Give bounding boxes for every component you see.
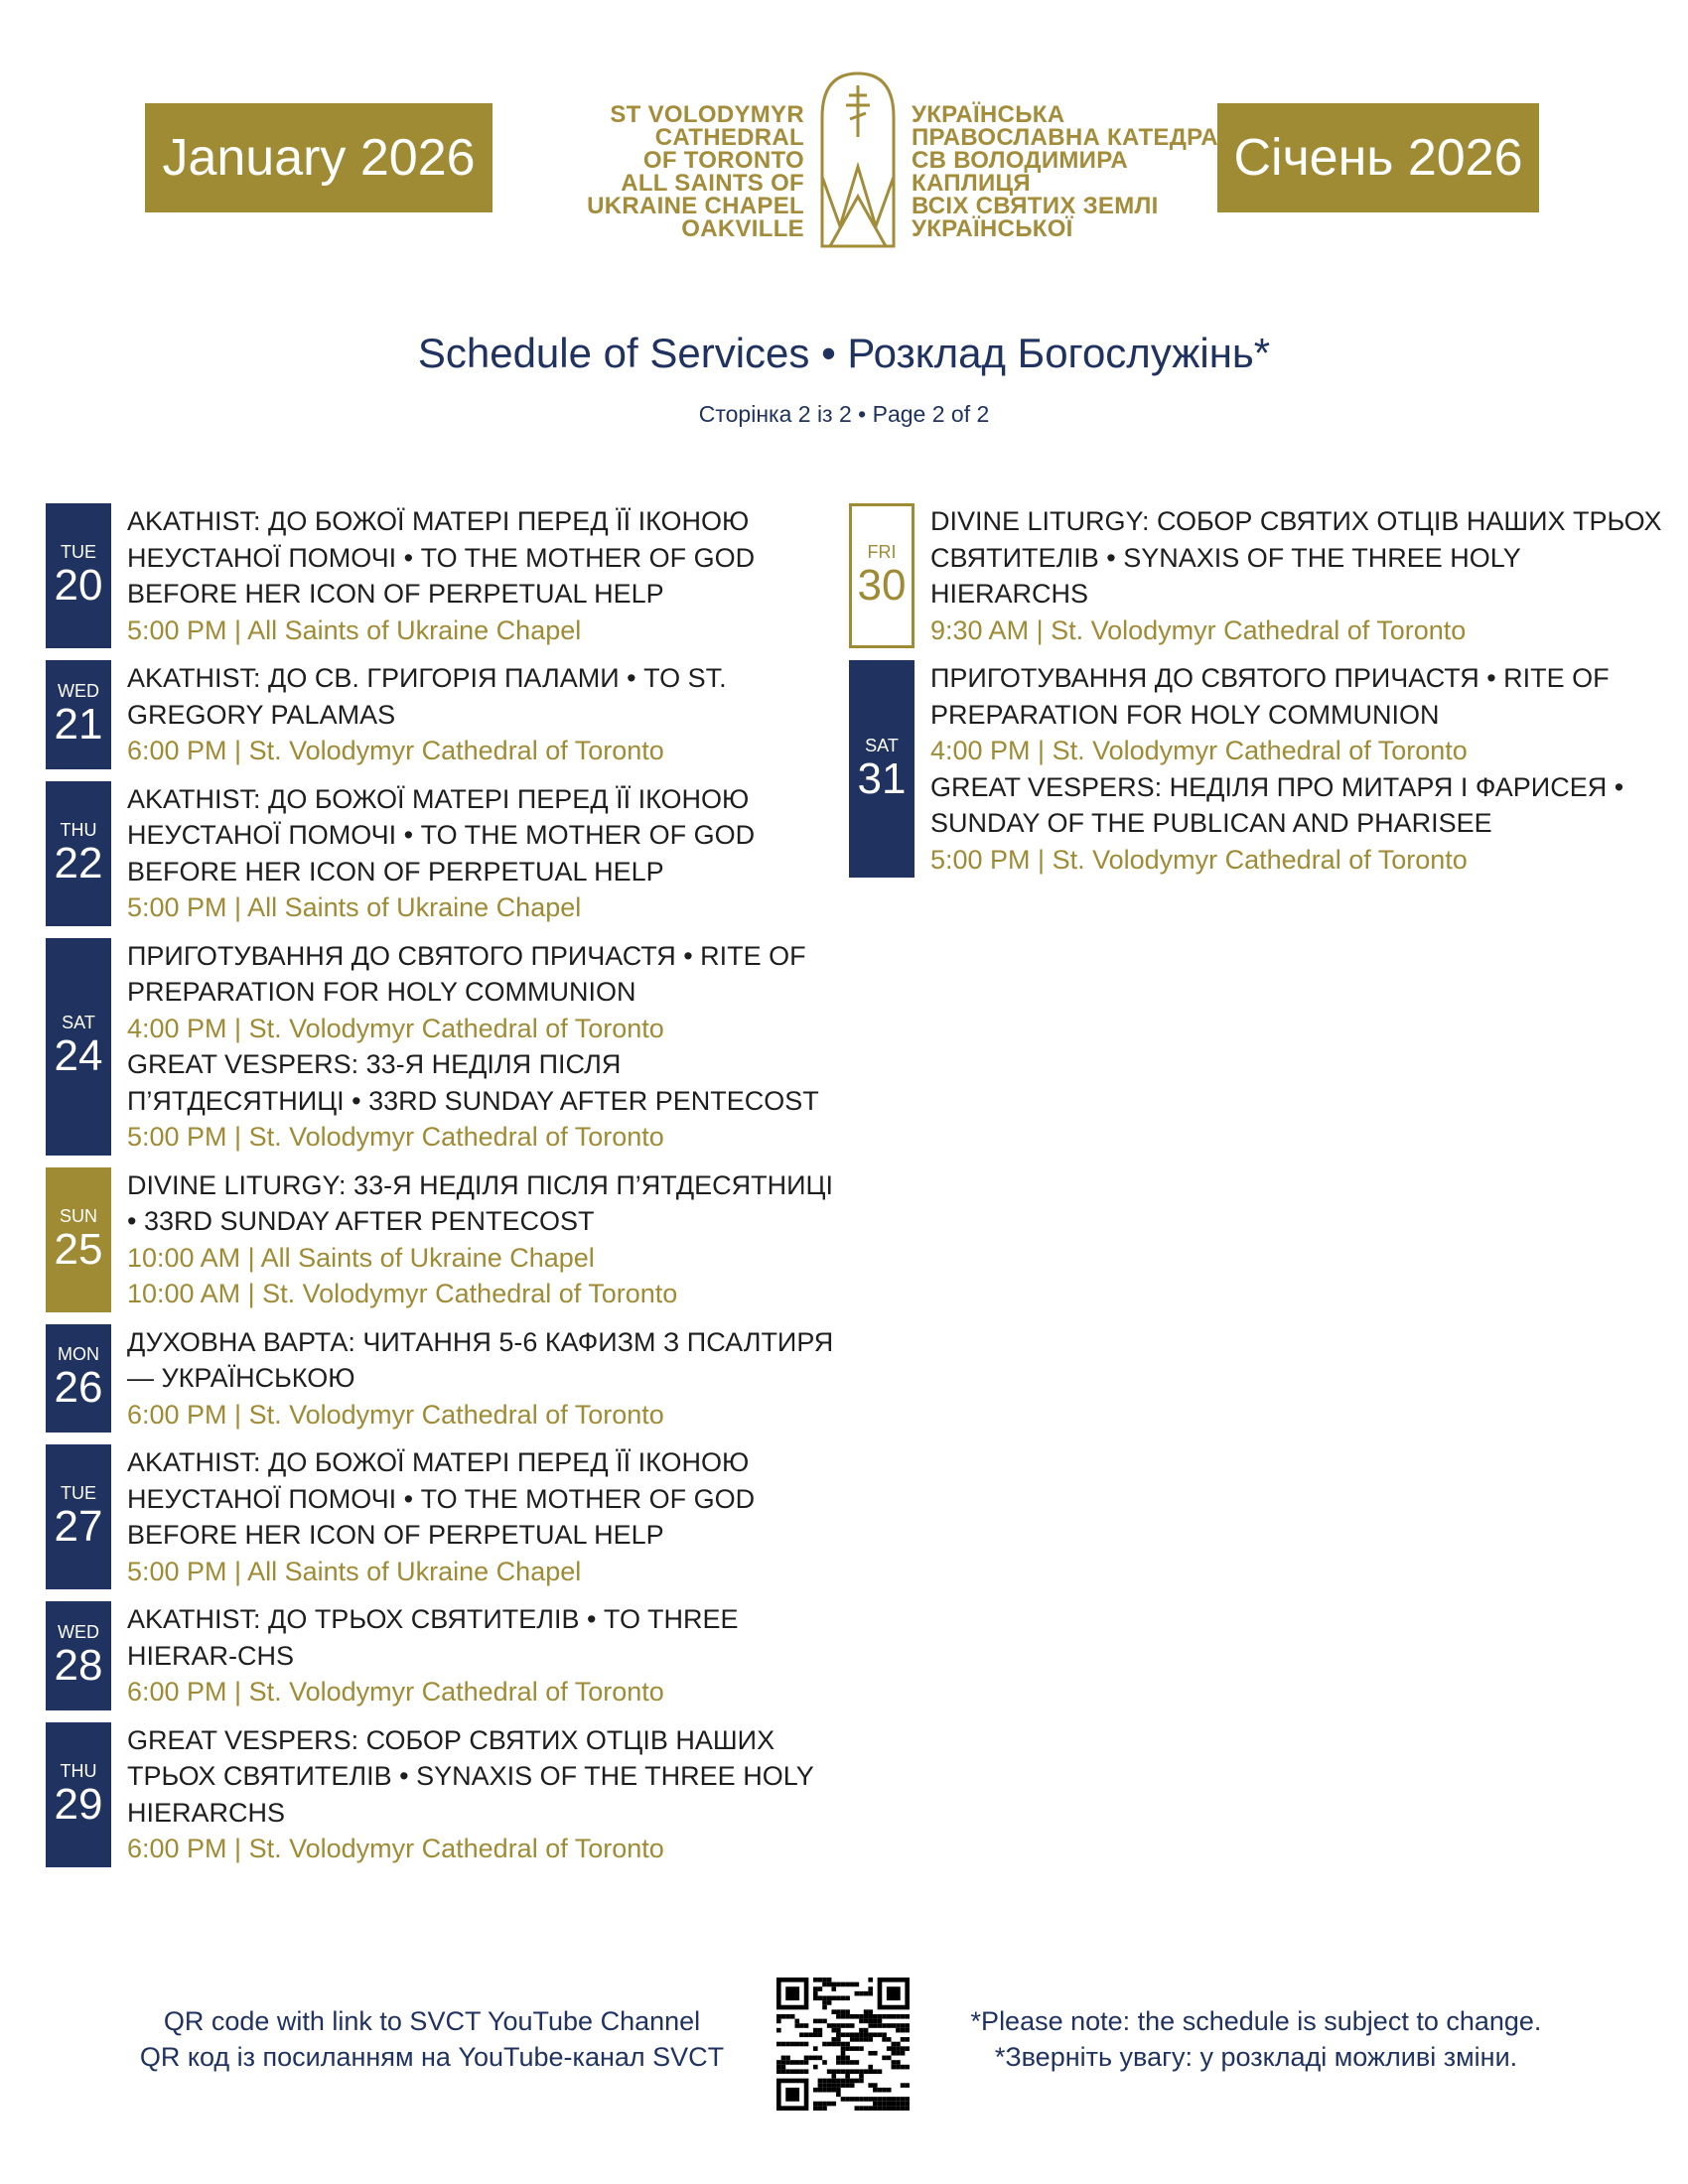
event-title: AKATHIST: ДО БОЖОЇ МАТЕРІ ПЕРЕД ЇЇ ІКОНОЮ НЕУСТАНОЇ ПОМОЧІ • TO THE MOTHER OF GOD BEFORE HER ICON OF PERPETUAL HELP [127,1447,756,1550]
event-title: ДУХОВНА ВАРТА: ЧИТАННЯ 5-6 КАФИЗМ З ПСАЛТИРЯ — УКРАЇНСЬКОЮ [127,1326,834,1393]
day-number: 27 [54,1502,103,1551]
schedule-entry [46,1324,840,1433]
logo-line: УКРАЇНСЬКОЇ [912,215,1073,242]
event-time-location: 10:00 AM | St. Volodymyr Cathedral of Toronto [127,1279,678,1308]
logo-line: УКРАЇНСЬКА [912,101,1065,128]
logo-text-english [556,103,804,240]
day-number: 21 [54,699,103,749]
event-title: AKATHIST: ДО СВ. ГРИГОРІЯ ПАЛАМИ • TO ST. GREGORY PALAMAS [127,663,727,730]
event-time-location: 5:00 PM | All Saints of Ukraine Chapel [127,1556,582,1586]
event-time-location: 6:00 PM | St. Volodymyr Cathedral of Toronto [127,1834,664,1863]
day-number: 22 [54,838,103,887]
schedule-entry [46,1601,840,1710]
logo-line: UKRAINE CHAPEL [587,193,804,219]
schedule-entry [46,503,840,648]
cathedral-logo-icon [816,68,900,250]
event-list [930,503,1663,648]
schedule-entry [46,1444,840,1589]
month-badge-ukrainian: Січень 2026 [1217,103,1539,212]
schedule-entry [46,781,840,926]
day-number: 24 [54,1031,103,1080]
date-badge [46,660,111,769]
event-title: AKATHIST: ДО БОЖОЇ МАТЕРІ ПЕРЕД ЇЇ ІКОНОЮ НЕУСТАНОЇ ПОМОЧІ • TO THE MOTHER OF GOD BEFORE HER ICON OF PERPETUAL HELP [127,783,756,887]
day-of-week: MON [58,1344,99,1365]
event-title: GREAT VESPERS: НЕДІЛЯ ПРО МИТАРЯ І ФАРИСЕЯ • SUNDAY OF THE PUBLICAN AND PHARISEE [930,771,1624,838]
logo-line: CATHEDRAL [654,124,804,151]
day-of-week: THU [60,819,97,840]
schedule-entry [849,503,1663,648]
event-list [127,1324,840,1433]
day-of-week: SAT [62,1013,95,1032]
logo-line: СВ ВОЛОДИМИРА [912,147,1129,174]
event-list [127,660,840,769]
page-subtitle: Сторінка 2 із 2 • Page 2 of 2 [698,401,990,427]
event-list [127,503,840,648]
schedule-entry [46,1167,840,1312]
event-title: DIVINE LITURGY: 33-Я НЕДІЛЯ ПІСЛЯ П’ЯТДЕСЯТНИЦІ • 33RD SUNDAY AFTER PENTECOST [127,1169,833,1236]
schedule-note [933,2003,1579,2075]
logo-line: ПРАВОСЛАВНА КАТЕДРА [912,124,1218,151]
event-time-location: 5:00 PM | St. Volodymyr Cathedral of Toronto [127,1122,664,1152]
event-list [127,1601,840,1710]
event-time-location: 4:00 PM | St. Volodymyr Cathedral of Toronto [930,736,1468,765]
date-badge [46,1324,111,1433]
event-time-location: 5:00 PM | St. Volodymyr Cathedral of Toronto [930,844,1468,875]
event-time-location: 6:00 PM | St. Volodymyr Cathedral of Toronto [127,736,664,765]
qr-code-icon[interactable] [776,1978,910,2111]
month-badge-english: January 2026 [145,103,492,212]
schedule-entry [849,660,1663,878]
date-badge [849,660,914,878]
event-title: ПРИГОТУВАННЯ ДО СВЯТОГО ПРИЧАСТЯ • RITE OF PREPARATION FOR HOLY COMMUNION [127,940,806,1007]
day-number: 20 [54,561,103,610]
qr-caption [99,2003,765,2075]
event-time-location: 6:00 PM | St. Volodymyr Cathedral of Toronto [127,1677,664,1706]
page-title: Schedule of Services • Розклад Богослужінь* [417,330,1271,376]
event-time-location: 6:00 PM | St. Volodymyr Cathedral of Toronto [127,1399,664,1430]
day-number: 25 [54,1224,103,1274]
date-badge [46,1601,111,1710]
event-time-location: 10:00 AM | All Saints of Ukraine Chapel [127,1242,595,1273]
event-title: GREAT VESPERS: 33-Я НЕДІЛЯ ПІСЛЯ П’ЯТДЕСЯТНИЦІ • 33RD SUNDAY AFTER PENTECOST [127,1049,819,1116]
event-list [930,660,1663,878]
schedule-right-column [849,503,1663,889]
day-number: 26 [54,1363,103,1413]
logo-text-ukrainian [912,103,1249,240]
date-badge [849,503,914,648]
day-of-week: THU [60,1760,97,1781]
event-title: ПРИГОТУВАННЯ ДО СВЯТОГО ПРИЧАСТЯ • RITE OF PREPARATION FOR HOLY COMMUNION [930,663,1610,730]
date-badge [46,1444,111,1589]
day-number: 30 [857,561,907,610]
logo-line: ST VOLODYMYR [610,101,804,128]
day-number: 29 [54,1779,103,1829]
schedule-entry [46,938,840,1156]
logo-line: ВСІХ СВЯТИХ ЗЕМЛІ [912,193,1159,219]
date-badge [46,1722,111,1867]
logo-line: ALL SAINTS OF [621,170,804,197]
date-badge [46,503,111,648]
date-badge [46,1167,111,1312]
day-of-week: SAT [865,735,899,755]
schedule-left-column [46,503,840,1879]
event-list [127,1444,840,1589]
event-time-location: 5:00 PM | All Saints of Ukraine Chapel [127,614,582,645]
date-badge [46,781,111,926]
logo-line: КАПЛИЦЯ [912,170,1031,197]
event-title: DIVINE LITURGY: СОБОР СВЯТИХ ОТЦІВ НАШИХ ТРЬОХ СВЯТИТЕЛІВ • SYNAXIS OF THE THREE HOLY HIERARCHS [930,506,1662,609]
date-badge [46,938,111,1156]
logo-line: OF TORONTO [642,147,804,174]
schedule-entry [46,1722,840,1867]
event-time-location: 9:30 AM | St. Volodymyr Cathedral of Toronto [930,614,1467,645]
day-of-week: TUE [61,1483,96,1503]
event-title: AKATHIST: ДО БОЖОЇ МАТЕРІ ПЕРЕД ЇЇ ІКОНОЮ НЕУСТАНОЇ ПОМОЧІ • TO THE MOTHER OF GOD BEFORE HER ICON OF PERPETUAL HELP [127,506,756,609]
event-title: GREAT VESPERS: СОБОР СВЯТИХ ОТЦІВ НАШИХ ТРЬОХ СВЯТИТЕЛІВ • SYNAXIS OF THE THREE HOLY HIERARCHS [127,1724,814,1828]
schedule-entry [46,660,840,769]
note-english: *Please note: the schedule is subject to change. [970,2006,1542,2036]
day-of-week: SUN [59,1205,97,1226]
qr-caption-ukrainian: QR код із посиланням на YouTube-канал SVCT [139,2042,725,2072]
event-time-location: 5:00 PM | All Saints of Ukraine Chapel [127,892,582,922]
qr-caption-english: QR code with link to SVCT YouTube Channel [163,2006,701,2036]
event-list [127,1167,840,1312]
day-of-week: FRI [867,542,897,562]
day-number: 31 [857,753,907,803]
day-of-week: WED [58,1621,99,1642]
event-list [127,938,840,1156]
day-number: 28 [54,1640,103,1690]
event-time-location: 4:00 PM | St. Volodymyr Cathedral of Toronto [127,1013,664,1043]
day-of-week: WED [58,680,99,701]
event-list [127,781,840,926]
logo-line: OAKVILLE [681,215,804,242]
event-title: AKATHIST: ДО ТРЬОХ СВЯТИТЕЛІВ • TO THREE HIERAR-CHS [127,1604,739,1671]
event-list [127,1722,840,1867]
day-of-week: TUE [61,542,96,562]
note-ukrainian: *Зверніть увагу: у розкладі можливі зміни. [994,2042,1518,2072]
